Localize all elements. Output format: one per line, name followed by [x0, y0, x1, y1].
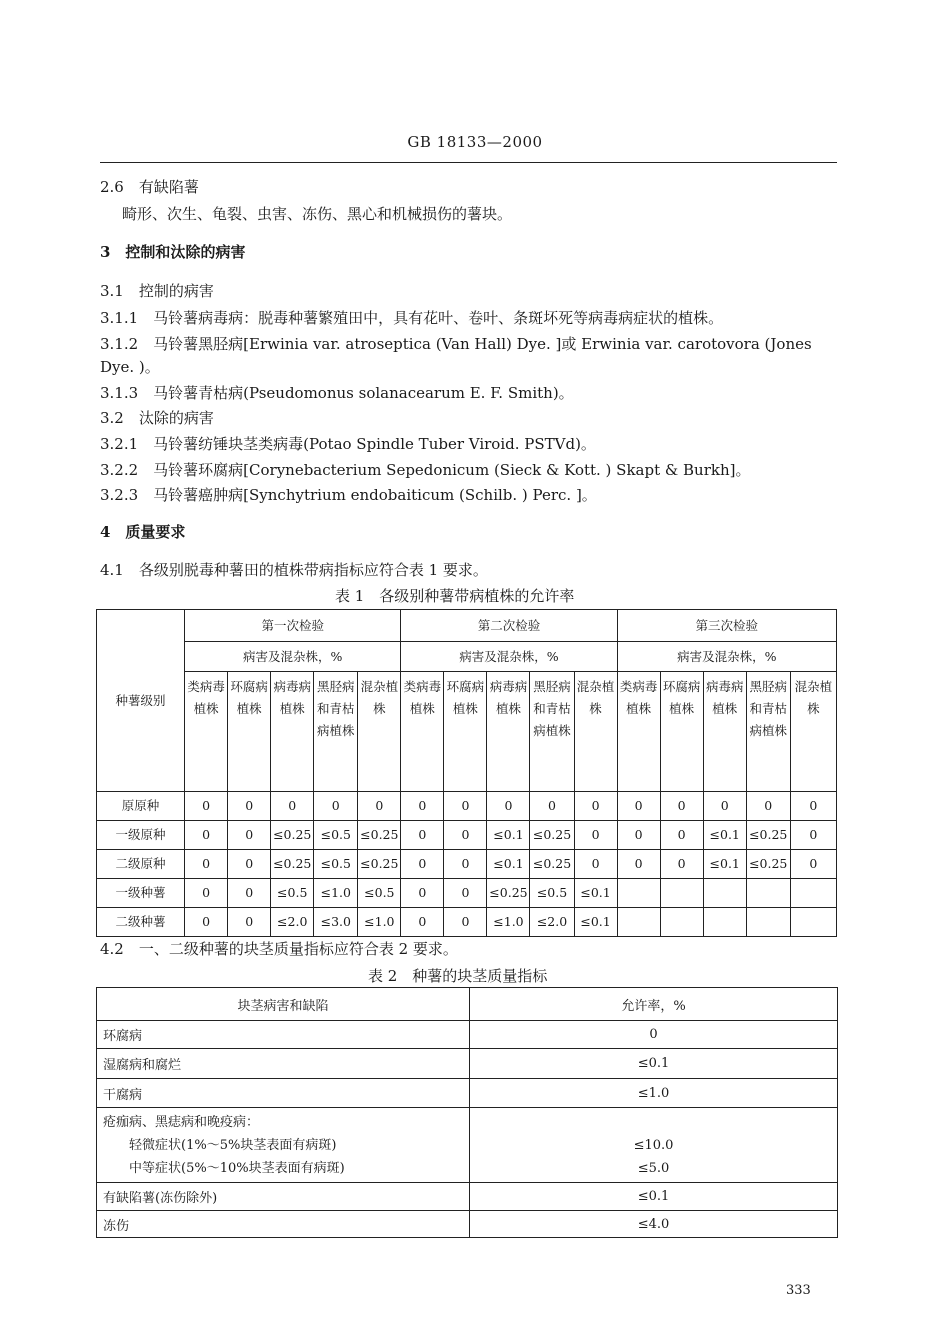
section-3-2-2: 3.2.2 马铃薯环腐病[Corynebacterium Sepedonicum (Sieck & Kott. ) Skapt & Burkh]。 [100, 461, 751, 479]
rate-cell: 0 [228, 792, 271, 821]
table2-group-cell [97, 1108, 470, 1183]
disease-subheader: 病害及混杂株，% [617, 642, 836, 672]
rate-cell: ≤0.25 [746, 821, 790, 850]
table1-row [97, 850, 837, 879]
column-header: 混杂植株 [790, 672, 836, 792]
rate-cell: 0 [487, 792, 530, 821]
table2-header-item: 块茎病害和缺陷 [97, 988, 470, 1021]
rate-cell: 0 [574, 850, 617, 879]
rate-cell: ≤1.0 [358, 908, 401, 937]
table1-row [97, 879, 837, 908]
column-header: 病毒病植株 [703, 672, 746, 792]
grade-cell: 二级原种 [97, 850, 185, 879]
rate-cell: 0 [790, 821, 836, 850]
rate-cell [617, 879, 660, 908]
rate-cell [660, 879, 703, 908]
section-3-2-1: 3.2.1 马铃薯纺锤块茎类病毒(Potao Spindle Tuber Viroid. PSTVd)。 [100, 435, 596, 453]
section-4-heading: 4 质量要求 [100, 523, 186, 541]
rate-cell: ≤0.25 [271, 850, 314, 879]
table2-subvalue: ≤10.0 [633, 1138, 674, 1153]
section-3-1: 3.1 控制的病害 [100, 282, 214, 300]
table2 [96, 987, 838, 1238]
rate-cell: ≤0.1 [487, 850, 530, 879]
column-header: 黑胫病和青枯病植株 [746, 672, 790, 792]
rate-cell: ≤0.5 [314, 821, 358, 850]
rate-cell: 0 [228, 908, 271, 937]
section-2-6-text: 畸形、次生、龟裂、虫害、冻伤、黑心和机械损伤的薯块。 [122, 205, 513, 223]
table2-value: ≤4.0 [470, 1211, 838, 1238]
grade-cell: 二级种薯 [97, 908, 185, 937]
grade-cell: 一级原种 [97, 821, 185, 850]
rate-cell: ≤0.5 [358, 879, 401, 908]
column-header: 黑胫病和青枯病植株 [314, 672, 358, 792]
rate-cell: 0 [271, 792, 314, 821]
column-header: 类病毒植株 [185, 672, 228, 792]
rate-cell: 0 [790, 850, 836, 879]
section-3-1-3: 3.1.3 马铃薯青枯病(Pseudomonus solanacearum E. F. Smith)。 [100, 384, 574, 402]
rate-cell: ≤0.5 [314, 850, 358, 879]
table2-item: 干腐病 [97, 1079, 470, 1108]
rate-cell: ≤2.0 [271, 908, 314, 937]
grade-header: 种薯级别 [97, 610, 185, 792]
page-number: 333 [786, 1283, 811, 1298]
rate-cell: 0 [185, 850, 228, 879]
column-header: 病毒病植株 [271, 672, 314, 792]
rate-cell: 0 [358, 792, 401, 821]
rate-cell: 0 [444, 908, 487, 937]
rate-cell: 0 [185, 879, 228, 908]
header-rule [100, 162, 837, 163]
rate-cell: 0 [444, 821, 487, 850]
rate-cell: 0 [314, 792, 358, 821]
rate-cell: ≤1.0 [314, 879, 358, 908]
rate-cell: 0 [401, 879, 444, 908]
rate-cell: ≤3.0 [314, 908, 358, 937]
column-header: 类病毒植株 [617, 672, 660, 792]
table2-item: 湿腐病和腐烂 [97, 1049, 470, 1079]
table2-subitem: 中等症状(5%～10%块茎表面有病斑) [129, 1161, 345, 1176]
column-header: 病毒病植株 [487, 672, 530, 792]
rate-cell: 0 [444, 850, 487, 879]
table2-value: ≤0.1 [470, 1183, 838, 1211]
section-3-heading: 3 控制和汰除的病害 [100, 243, 246, 261]
table2-value: 0 [470, 1021, 838, 1049]
column-header: 环腐病植株 [444, 672, 487, 792]
section-3-1-2: 3.1.2 马铃薯黑胫病[Erwinia var. atroseptica (Van Hall) Dye. ]或 Erwinia var. carotovora (Jones [100, 335, 812, 353]
rate-cell: 0 [228, 850, 271, 879]
rate-cell [790, 908, 836, 937]
rate-cell: 0 [574, 792, 617, 821]
rate-cell: 0 [617, 821, 660, 850]
table2-subvalue: ≤5.0 [637, 1161, 670, 1176]
table1 [96, 609, 837, 937]
rate-cell: ≤0.25 [358, 821, 401, 850]
rate-cell [746, 908, 790, 937]
rate-cell: 0 [401, 850, 444, 879]
column-header: 混杂植株 [574, 672, 617, 792]
rate-cell: 0 [790, 792, 836, 821]
table1-caption: 表 1 各级别种薯带病植株的允许率 [335, 587, 575, 605]
rate-cell: 0 [703, 792, 746, 821]
rate-cell [660, 908, 703, 937]
rate-cell: 0 [185, 908, 228, 937]
rate-cell: 0 [660, 850, 703, 879]
column-header: 环腐病植株 [660, 672, 703, 792]
table1-row [97, 792, 837, 821]
inspection-header: 第三次检验 [617, 610, 836, 642]
rate-cell: ≤0.1 [703, 850, 746, 879]
rate-cell: ≤0.1 [487, 821, 530, 850]
grade-cell: 原原种 [97, 792, 185, 821]
table1-row [97, 908, 837, 937]
rate-cell: ≤0.25 [271, 821, 314, 850]
table2-header-value: 允许率，% [470, 988, 838, 1021]
inspection-header: 第一次检验 [185, 610, 401, 642]
rate-cell: 0 [617, 850, 660, 879]
disease-subheader: 病害及混杂株，% [185, 642, 401, 672]
section-3-2: 3.2 汰除的病害 [100, 409, 214, 427]
rate-cell: 0 [401, 792, 444, 821]
table2-caption: 表 2 种薯的块茎质量指标 [368, 967, 548, 985]
section-3-2-3: 3.2.3 马铃薯癌肿病[Synchytrium endobaiticum (Schilb. ) Perc. ]。 [100, 486, 597, 504]
rate-cell: ≤0.25 [358, 850, 401, 879]
column-header: 环腐病植株 [228, 672, 271, 792]
section-2-6: 2.6 有缺陷薯 [100, 178, 199, 196]
rate-cell: 0 [228, 821, 271, 850]
rate-cell [703, 879, 746, 908]
rate-cell: ≤0.25 [530, 850, 574, 879]
rate-cell: 0 [444, 792, 487, 821]
rate-cell: ≤0.1 [703, 821, 746, 850]
inspection-header: 第二次检验 [401, 610, 617, 642]
rate-cell: 0 [185, 792, 228, 821]
rate-cell: ≤0.25 [487, 879, 530, 908]
table2-group-values [470, 1108, 838, 1183]
section-3-1-1: 3.1.1 马铃薯病毒病：脱毒种薯繁殖田中，具有花叶、卷叶、条斑坏死等病毒病症状的植株。 [100, 309, 724, 327]
rate-cell: ≤0.25 [530, 821, 574, 850]
rate-cell [790, 879, 836, 908]
rate-cell: 0 [530, 792, 574, 821]
rate-cell: ≤1.0 [487, 908, 530, 937]
table2-item: 冻伤 [97, 1211, 470, 1238]
rate-cell: 0 [660, 821, 703, 850]
rate-cell: 0 [228, 879, 271, 908]
column-header: 混杂植株 [358, 672, 401, 792]
table1-row [97, 821, 837, 850]
table2-item: 有缺陷薯(冻伤除外) [97, 1183, 470, 1211]
section-4-2: 4.2 一、二级种薯的块茎质量指标应符合表 2 要求。 [100, 940, 458, 958]
rate-cell: ≤0.25 [746, 850, 790, 879]
rate-cell: 0 [746, 792, 790, 821]
section-3-1-2-cont: Dye. )。 [100, 358, 160, 376]
rate-cell: ≤2.0 [530, 908, 574, 937]
rate-cell [617, 908, 660, 937]
rate-cell: 0 [444, 879, 487, 908]
rate-cell: 0 [660, 792, 703, 821]
table2-item: 环腐病 [97, 1021, 470, 1049]
section-4-1: 4.1 各级别脱毒种薯田的植株带病指标应符合表 1 要求。 [100, 561, 488, 579]
table2-subitem: 轻微症状(1%～5%块茎表面有病斑) [129, 1138, 337, 1153]
table2-value: ≤0.1 [470, 1049, 838, 1079]
rate-cell [746, 879, 790, 908]
column-header: 黑胫病和青枯病植株 [530, 672, 574, 792]
grade-cell: 一级种薯 [97, 879, 185, 908]
rate-cell: ≤0.5 [530, 879, 574, 908]
disease-subheader: 病害及混杂株，% [401, 642, 617, 672]
table2-group-title: 疮痂病、黑痣病和晚疫病： [103, 1115, 260, 1130]
rate-cell: ≤0.1 [574, 879, 617, 908]
rate-cell: 0 [617, 792, 660, 821]
table2-value: ≤1.0 [470, 1079, 838, 1108]
rate-cell: 0 [574, 821, 617, 850]
document-header: GB 18133—2000 [407, 133, 543, 151]
rate-cell: 0 [185, 821, 228, 850]
rate-cell [703, 908, 746, 937]
rate-cell: 0 [401, 821, 444, 850]
rate-cell: ≤0.5 [271, 879, 314, 908]
column-header: 类病毒植株 [401, 672, 444, 792]
rate-cell: ≤0.1 [574, 908, 617, 937]
rate-cell: 0 [401, 908, 444, 937]
